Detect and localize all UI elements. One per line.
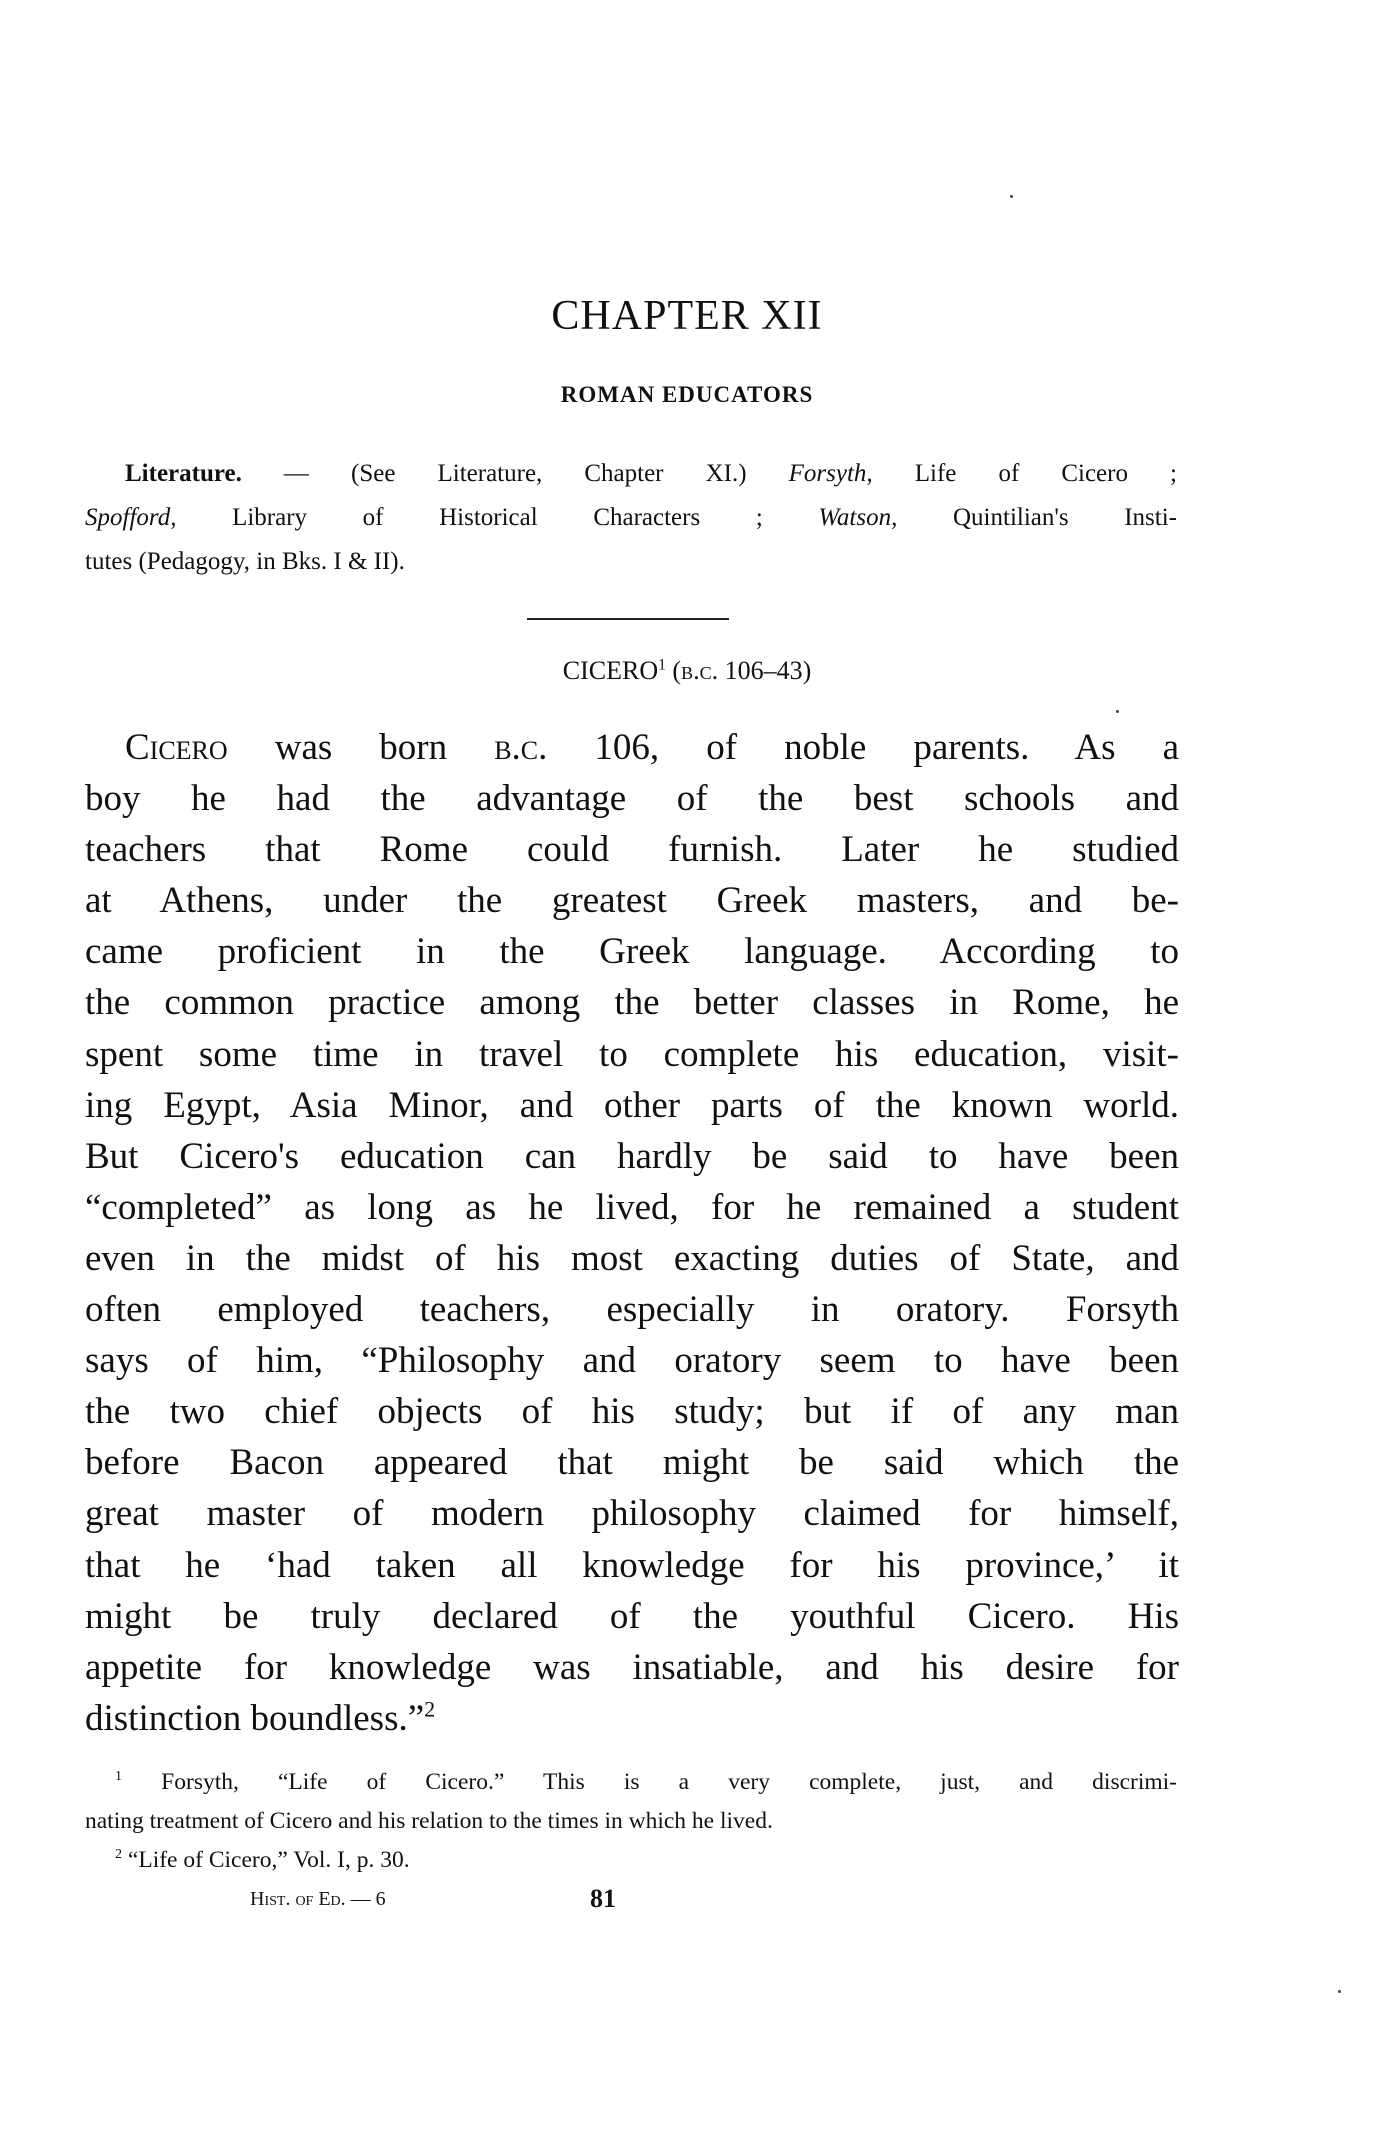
body-line xyxy=(85,1488,1179,1539)
body-line xyxy=(85,1693,1179,1744)
speck xyxy=(1010,195,1013,198)
footnote-mark: 1 xyxy=(115,1768,123,1785)
text: the two chief objects of his study; but if of any man xyxy=(85,1391,1179,1433)
literature-label: Literature. xyxy=(125,460,242,487)
body-line xyxy=(85,824,1179,875)
footnote-ref: 1 xyxy=(658,656,666,674)
text: before Bacon appeared that might be said which the xyxy=(85,1442,1179,1484)
signature-mark: Hist. of Ed. — 6 xyxy=(250,1888,386,1910)
text: spent some time in travel to complete his education, visit- xyxy=(85,1033,1179,1075)
text: came proficient in the Greek language. According to xyxy=(85,931,1179,973)
text: Library of Historical Characters ; xyxy=(176,504,819,531)
text: even in the midst of his most exacting duties of State, and xyxy=(85,1237,1179,1279)
body-line xyxy=(85,1540,1179,1591)
footnotes xyxy=(85,1763,1177,1880)
body-line xyxy=(85,1029,1179,1080)
body-line xyxy=(85,977,1179,1028)
text: But Cicero's education can hardly be said to have been xyxy=(85,1135,1179,1177)
author-name: Watson, xyxy=(818,504,898,531)
text: ing Egypt, Asia Minor, and other parts of the known world. xyxy=(85,1084,1179,1126)
footnote-mark: 2 xyxy=(115,1846,123,1863)
text: says of him, “Philosophy and oratory seem to have been xyxy=(85,1340,1179,1382)
text: Forsyth, “Life of Cicero.” This is a very complete, just, and discrimi- xyxy=(161,1769,1178,1795)
text: — (See Literature, Chapter XI.) xyxy=(241,460,789,487)
body-line xyxy=(85,1591,1179,1642)
text: might be truly declared of the youthful Cicero. His xyxy=(85,1595,1179,1637)
body-line xyxy=(85,722,1179,773)
text: that he ‘had taken all knowledge for his province,’ it xyxy=(85,1544,1179,1586)
text: Quintilian's Insti- xyxy=(897,504,1178,531)
section-dates: (b.c. 106–43) xyxy=(672,656,812,685)
text: was born b.c. 106, of noble parents. As a xyxy=(227,727,1179,768)
text: teachers that Rome could furnish. Later he studied xyxy=(85,829,1179,871)
footnote-2 xyxy=(85,1841,1177,1880)
body-line xyxy=(85,1233,1179,1284)
text: the common practice among the better classes in Rome, he xyxy=(85,982,1179,1024)
chapter-title: CHAPTER XII xyxy=(551,293,823,339)
body-line xyxy=(85,1131,1179,1182)
author-name: Forsyth, xyxy=(788,460,873,487)
literature-note xyxy=(85,452,1177,584)
body-line xyxy=(85,1386,1179,1437)
body-line xyxy=(85,1182,1179,1233)
text: distinction boundless.” xyxy=(85,1697,425,1739)
footnote-1 xyxy=(85,1763,1177,1802)
body-line xyxy=(85,926,1179,977)
text: great master of modern philosophy claimed for himself, xyxy=(85,1493,1179,1535)
literature-line: tutes (Pedagogy, in Bks. I & II). xyxy=(85,548,405,575)
body-line xyxy=(85,1284,1179,1335)
first-word: Cicero xyxy=(125,727,228,768)
speck xyxy=(1338,1990,1341,1993)
body-paragraph xyxy=(85,722,1179,1744)
text: “completed” as long as he lived, for he remained a student xyxy=(85,1186,1179,1228)
literature-line xyxy=(85,496,1177,540)
speck xyxy=(1116,710,1119,713)
section-name: CICERO xyxy=(562,656,659,685)
literature-line xyxy=(85,452,1177,496)
page-number: 81 xyxy=(590,1884,616,1913)
body-line xyxy=(85,1642,1179,1693)
text: Life of Cicero ; xyxy=(872,460,1177,487)
author-name: Spofford, xyxy=(85,504,177,531)
text: boy he had the advantage of the best schools and xyxy=(85,778,1179,820)
text: “Life of Cicero,” Vol. I, p. 30. xyxy=(127,1847,410,1873)
body-line xyxy=(85,1437,1179,1488)
body-line xyxy=(85,1335,1179,1386)
chapter-subtitle: ROMAN EDUCATORS xyxy=(560,382,814,407)
footnote-ref: 2 xyxy=(424,1696,436,1722)
section-heading xyxy=(0,656,1374,686)
body-line xyxy=(85,773,1179,824)
body-line xyxy=(85,875,1179,926)
text: often employed teachers, especially in oratory. Forsyth xyxy=(85,1289,1179,1331)
section-divider xyxy=(527,618,729,620)
era-abbrev: b.c. xyxy=(494,727,548,768)
text: at Athens, under the greatest Greek masters, and be- xyxy=(85,880,1179,922)
text: appetite for knowledge was insatiable, and his desire for xyxy=(85,1646,1179,1688)
body-line xyxy=(85,1080,1179,1131)
footnote-1-cont: nating treatment of Cicero and his relation to the times in which he lived. xyxy=(85,1808,773,1834)
